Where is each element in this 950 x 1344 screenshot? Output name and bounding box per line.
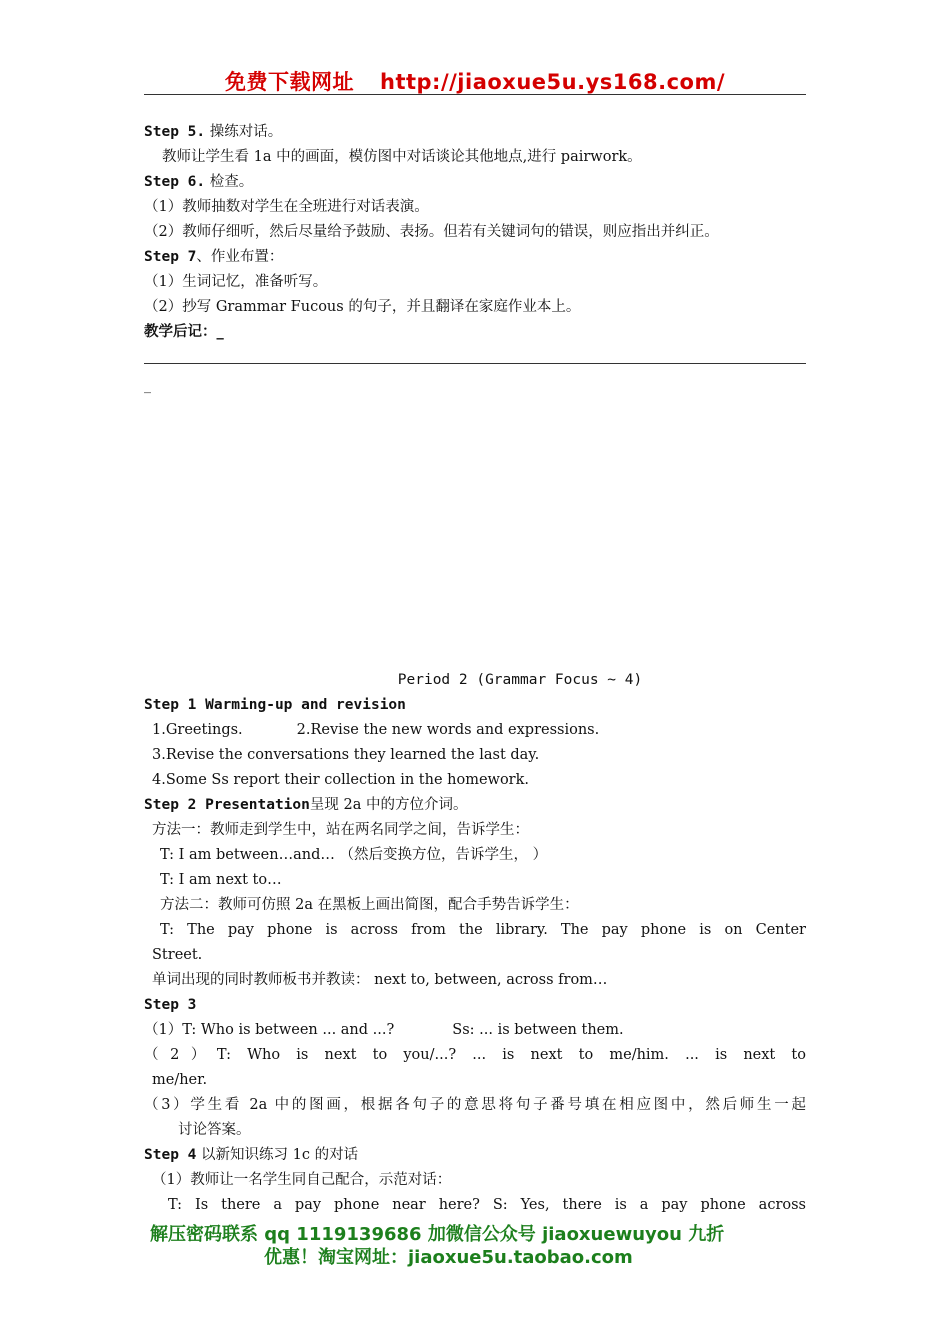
step4-dialog: T: Is there a pay phone near here? S: Yes, there is a pay phone across [168,1197,806,1213]
step7-heading: Step 7、作业布置： [144,249,284,265]
step7-item-1: （1）生词记忆，准备听写。 [144,274,328,290]
footer-line-1: 解压密码联系 qq 1119139686 加微信公众号 jiaoxuewuyou 九折 [150,1224,725,1245]
method-2-dialog-2: Street. [152,947,203,963]
method-1: 方法一：教师走到学生中，站在两名同学之间，告诉学生： [152,822,529,838]
step5-heading: Step 5. 操练对话。 [144,124,283,140]
step4-item-1: （1）教师让一名学生同自己配合，示范对话： [152,1172,452,1188]
step1-heading: Step 1 Warming-up and revision [144,697,406,713]
step3-item-3: （3）学生看 2a 中的图画，根据各句子的意思将句子番号填在相应图中，然后师生一起 [144,1097,806,1113]
step6-item-1: （1）教师抽数对学生在全班进行对话表演。 [144,199,429,215]
notes-dash: _ [144,378,151,394]
step4-heading: Step 4 以新知识练习 1c 的对话 [144,1147,359,1163]
header-rule [144,94,806,95]
period-title: Period 2 (Grammar Focus ~ 4) [397,672,643,688]
step3-item-2: （2）T: Who is next to you/...? ... is next to me/him. ... is next to [144,1047,806,1063]
step5-body: 教师让学生看 1a 中的画面，模仿图中对话谈论其他地点,进行 pairwork。 [162,149,642,165]
footer-line-2: 优惠！淘宝网址：jiaoxue5u.taobao.com [264,1247,633,1268]
method-2-dialog-1: T: The pay phone is across from the library. The pay phone is on Center [160,922,806,938]
notes-rule [144,363,806,364]
step3-heading: Step 3 [144,997,197,1013]
step6-heading: Step 6. 检查。 [144,174,254,190]
download-header [0,66,950,96]
step3-item-3-cont: 讨论答案。 [178,1122,251,1138]
method-1-dialog-2: T: I am next to… [160,872,282,888]
header-label: 免费下载网址 [225,70,354,94]
method-2-words: 单词出现的同时教师板书并教读： next to, between, across from… [152,972,608,988]
step6-item-2: （2）教师仔细听，然后尽量给予鼓励、表扬。但若有关键词句的错误，则应指出并纠正。 [144,224,719,240]
step3-item-1: （1）T: Who is between ... and ...? Ss: ... is between them. [144,1022,624,1038]
method-1-dialog-1: T: I am between…and… （然后变换方位，告诉学生， ） [160,847,548,863]
step2-heading: Step 2 Presentation呈现 2a 中的方位介词。 [144,797,468,813]
step1-line-1: 1.Greetings. 2.Revise the new words and expressions. [152,722,600,738]
teaching-notes-label: 教学后记：_ [144,323,224,340]
step1-line-3: 3.Revise the conversations they learned the last day. [152,747,540,763]
step7-item-2: （2）抄写 Grammar Fucous 的句子，并且翻译在家庭作业本上。 [144,299,581,315]
header-url[interactable]: http://jiaoxue5u.ys168.com/ [380,70,725,94]
step3-item-2-cont: me/her. [152,1072,208,1088]
method-2: 方法二：教师可仿照 2a 在黑板上画出简图，配合手势告诉学生： [160,897,579,913]
step1-line-4: 4.Some Ss report their collection in the homework. [152,772,530,788]
